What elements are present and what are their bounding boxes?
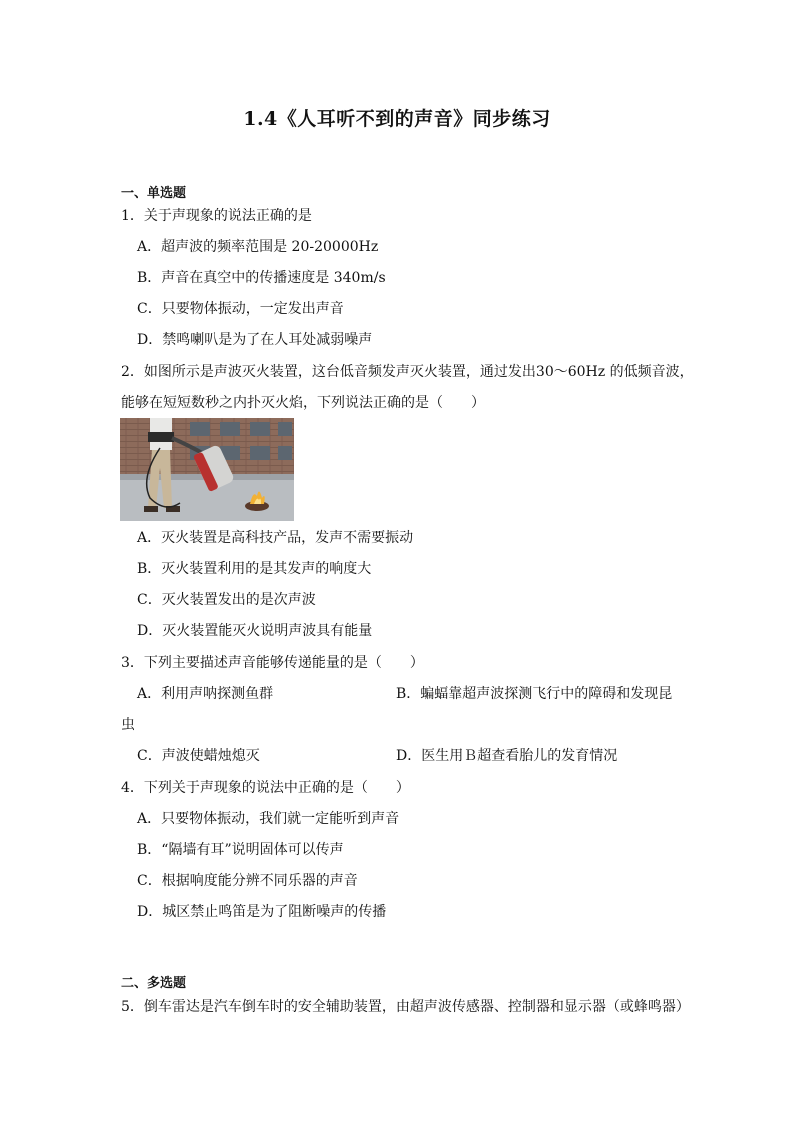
q4-option-d: D．城区禁止鸣笛是为了阻断噪声的传播 <box>137 904 387 920</box>
q2-stem-line2: 能够在短短数秒之内扑灭火焰，下列说法正确的是（ ） <box>121 395 485 411</box>
q5-stem: 5．倒车雷达是汽车倒车时的安全辅助装置，由超声波传感器、控制器和显示器（或蜂鸣器） <box>121 999 690 1015</box>
section-multiple-choice: 二、多选题 <box>121 976 187 991</box>
q2-option-c: C．灭火装置发出的是次声波 <box>137 592 316 608</box>
q1-option-b: B．声音在真空中的传播速度是 340m/s <box>137 270 386 286</box>
q3-option-d: D．医生用Ｂ超查看胎儿的发育情况 <box>396 748 618 764</box>
q2-option-d: D．灭火装置能灭火说明声波具有能量 <box>137 623 373 639</box>
q1-option-a: A．超声波的频率范围是 20-20000Hz <box>137 239 379 255</box>
section-single-choice: 一、单选题 <box>121 186 187 201</box>
q2-stem-line1: 2．如图所示是声波灭火装置，这台低音频发声灭火装置，通过发出30～60Hz 的低频音波， <box>121 364 694 380</box>
q4-option-c: C．根据响度能分辨不同乐器的声音 <box>137 873 358 889</box>
page-title: 1.4《人耳听不到的声音》同步练习 <box>243 108 551 130</box>
q1-stem: 1．关于声现象的说法正确的是 <box>121 208 312 224</box>
q1-option-d: D．禁鸣喇叭是为了在人耳处减弱噪声 <box>137 332 373 348</box>
q3-stem: 3．下列主要描述声音能够传递能量的是（ ） <box>121 655 424 671</box>
q2-option-a: A．灭火装置是高科技产品，发声不需要振动 <box>137 530 414 546</box>
sonic-fire-extinguisher-photo <box>120 418 294 521</box>
q3-option-c: C．声波使蜡烛熄灭 <box>137 748 260 764</box>
q3-option-b-line2: 虫 <box>121 717 135 733</box>
q4-stem: 4．下列关于声现象的说法中正确的是（ ） <box>121 780 410 796</box>
q3-option-b-line1: B．蝙蝠靠超声波探测飞行中的障碍和发现昆 <box>396 686 673 702</box>
q3-option-a: A．利用声呐探测鱼群 <box>137 686 274 702</box>
q2-option-b: B．灭火装置利用的是其发声的响度大 <box>137 561 372 577</box>
q4-option-b: B．“隔墙有耳”说明固体可以传声 <box>137 842 344 858</box>
q1-option-c: C．只要物体振动，一定发出声音 <box>137 301 344 317</box>
q4-option-a: A．只要物体振动，我们就一定能听到声音 <box>137 811 400 827</box>
